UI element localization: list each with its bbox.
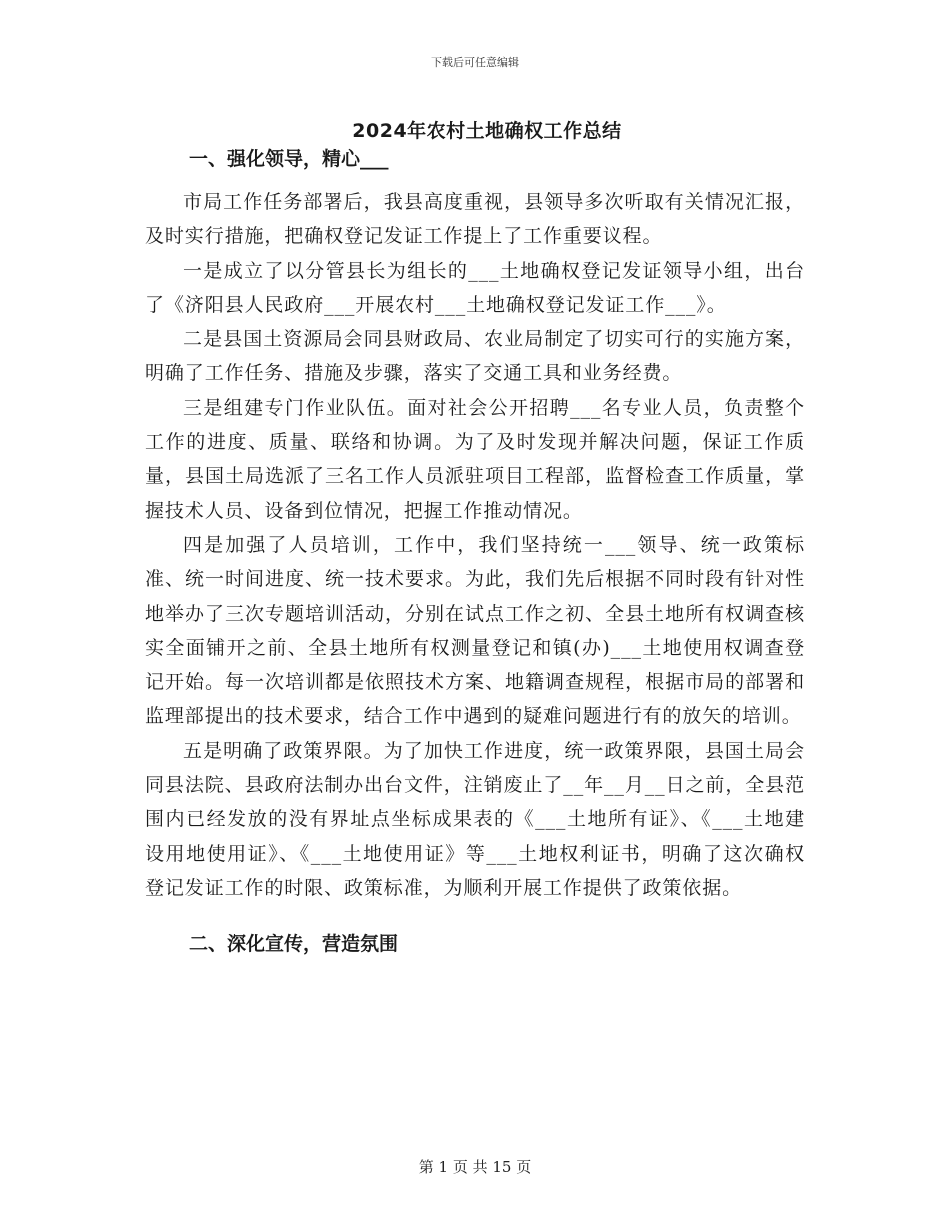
document-title: 2024年农村土地确权工作总结 — [352, 120, 622, 142]
paragraph-item-1: 一是成立了以分管县长为组长的___土地确权登记发证领导小组，出台了《济阳县人民政府___开展农村___土地确权登记发证工作___》。 — [145, 259, 805, 316]
page-number: 第 1 页 共 15 页 — [418, 1158, 532, 1176]
paragraph-item-5: 五是明确了政策界限。为了加快工作进度，统一政策界限，县国土局会同县法院、县政府法制办出台文件，注销废止了__年__月__日之前，全县范围内已经发放的没有界址点坐标成果表的《___土地所有证》、《___土地建设用地使用证》、《___土地使用证》等___土地权利证书，明确了这次确权登记发证工作的时限、政策标准，为顺利开展工作提供了政策依据。 — [145, 739, 805, 899]
paragraph-item-3: 三是组建专门作业队伍。面对社会公开招聘___名专业人员，负责整个工作的进度、质量、联络和协调。为了及时发现并解决问题，保证工作质量，县国土局选派了三名工作人员派驻项目工程部，监督检查工作质量，掌握技术人员、设备到位情况，把握工作推动情况。 — [145, 396, 805, 522]
paragraph-intro: 市局工作任务部署后，我县高度重视，县领导多次听取有关情况汇报，及时实行措施，把确权登记发证工作提上了工作重要议程。 — [145, 191, 805, 248]
document-body — [145, 146, 805, 957]
section-heading-1: 一、强化领导，精心___ — [189, 148, 389, 170]
section-heading-2: 二、深化宣传，营造氛围 — [189, 933, 399, 956]
paragraph-item-2: 二是县国土资源局会同县财政局、农业局制定了切实可行的实施方案，明确了工作任务、措施及步骤，落实了交通工具和业务经费。 — [145, 328, 805, 385]
header-note: 下载后可任意编辑 — [431, 56, 519, 69]
paragraph-item-4: 四是加强了人员培训，工作中，我们坚持统一___领导、统一政策标准、统一时间进度、统一技术要求。为此，我们先后根据不同时段有针对性地举办了三次专题培训活动，分别在试点工作之初、全县土地所有权调查核实全面铺开之前、全县土地所有权测量登记和镇(办)___土地使用权调查登记开始。每一次培训都是依照技术方案、地籍调查规程，根据市局的部署和监理部提出的技术要求，结合工作中遇到的疑难问题进行有的放矢的培训。 — [145, 533, 805, 728]
